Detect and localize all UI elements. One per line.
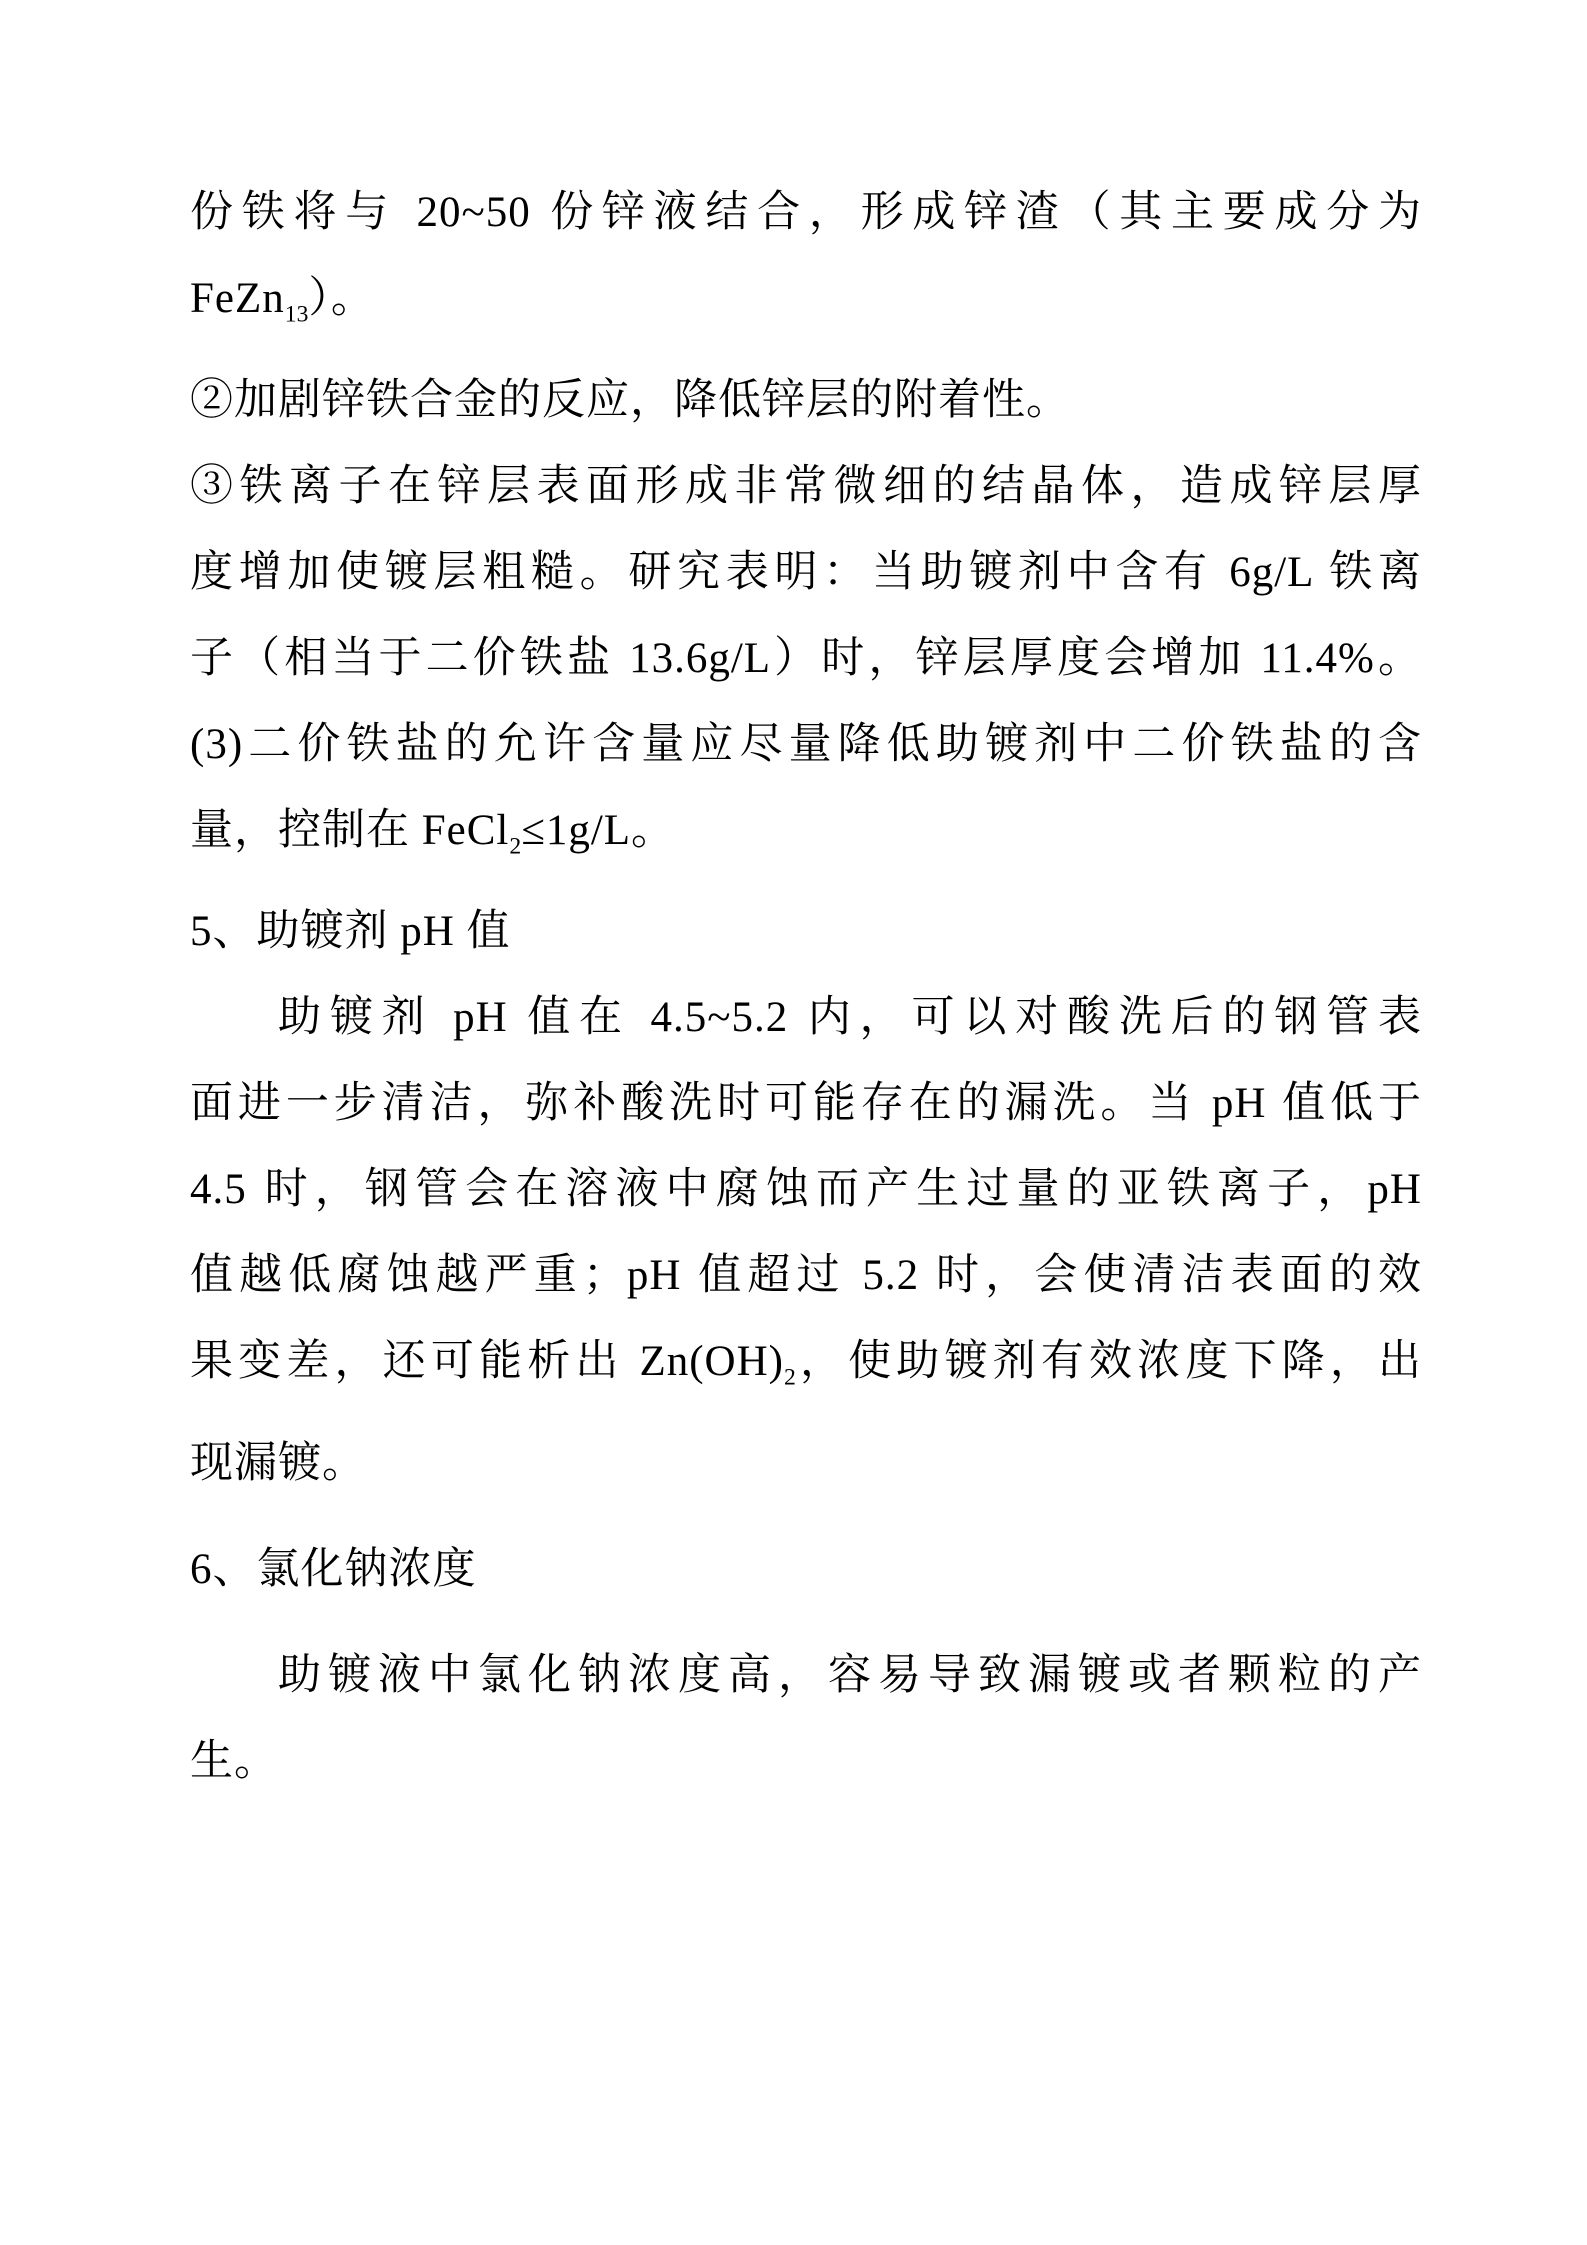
text-line xyxy=(190,530,1422,616)
text-line xyxy=(190,358,1422,444)
text-segment: ②加剧锌铁合金的反应，降低锌层的附着性。 xyxy=(190,376,1070,424)
text-segment: 果变差，还可能析出 Zn(OH) xyxy=(190,1338,784,1386)
text-segment: FeZn xyxy=(190,275,285,322)
text-segment: (3)二价铁盐的允许含量应尽量降低助镀剂中二价铁盐的含 xyxy=(190,720,1422,768)
text-line xyxy=(190,1061,1422,1147)
text-line xyxy=(190,1319,1422,1421)
text-segment: ，使助镀剂有效浓度下降，出 xyxy=(795,1338,1423,1386)
text-segment: ≤1g/L。 xyxy=(521,806,676,854)
text-line xyxy=(190,616,1422,702)
text-line xyxy=(190,975,1422,1061)
text-segment: 现漏镀。 xyxy=(190,1439,366,1487)
text-line xyxy=(190,788,1422,890)
text-segment: 6、氯化钠浓度 xyxy=(190,1545,477,1593)
text-segment: 度增加使镀层粗糙。研究表明：当助镀剂中含有 6g/L 铁离 xyxy=(190,548,1422,596)
text-segment: 值越低腐蚀越严重；pH 值超过 5.2 时，会使清洁表面的效 xyxy=(190,1252,1422,1300)
subscript-text: 13 xyxy=(284,301,309,328)
text-segment: 4.5 时，钢管会在溶液中腐蚀而产生过量的亚铁离子，pH xyxy=(190,1166,1422,1214)
text-line xyxy=(190,444,1422,530)
text-segment: ）。 xyxy=(308,275,375,322)
text-segment: 助镀液中氯化钠浓度高，容易导致漏镀或者颗粒的产 xyxy=(278,1651,1422,1699)
text-segment: 面进一步清洁，弥补酸洗时可能存在的漏洗。当 pH 值低于 xyxy=(190,1080,1422,1128)
text-line xyxy=(190,1633,1422,1719)
text-segment: 子（相当于二价铁盐 13.6g/L）时，锌层厚度会增加 11.4%。 xyxy=(190,634,1422,682)
text-segment: 5、助镀剂 pH 值 xyxy=(190,908,511,956)
text-segment: 生。 xyxy=(190,1737,278,1785)
text-line xyxy=(190,1719,1422,1805)
subscript-text: 2 xyxy=(783,1364,796,1391)
text-line xyxy=(190,1527,1422,1613)
text-line xyxy=(190,1147,1422,1233)
text-line xyxy=(190,1233,1422,1319)
subscript-text: 2 xyxy=(509,833,522,860)
text-line xyxy=(190,256,1422,358)
text-segment: 助镀剂 pH 值在 4.5~5.2 内，可以对酸洗后的钢管表 xyxy=(278,994,1422,1042)
text-segment: 份铁将与 20~50 份锌液结合，形成锌渣（其主要成分为 xyxy=(190,189,1422,236)
text-line xyxy=(190,170,1422,256)
text-segment: 量，控制在 FeCl xyxy=(190,806,510,854)
document-body xyxy=(190,170,1422,1805)
text-line xyxy=(190,702,1422,788)
text-line xyxy=(190,889,1422,975)
text-line xyxy=(190,1421,1422,1507)
text-segment: ③铁离子在锌层表面形成非常微细的结晶体，造成锌层厚 xyxy=(190,462,1422,510)
